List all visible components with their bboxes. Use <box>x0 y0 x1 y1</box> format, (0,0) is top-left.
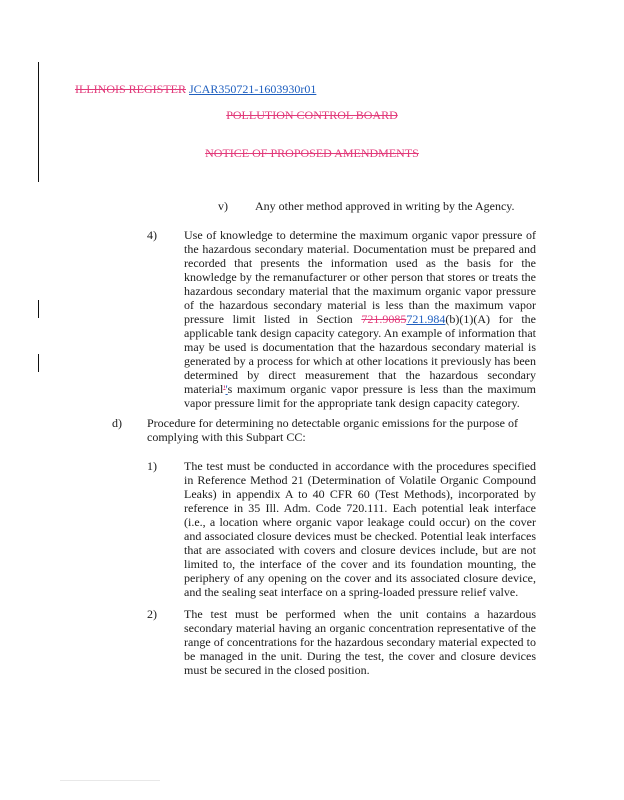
item-4-number: 4) <box>147 228 157 242</box>
change-bar-middle <box>38 300 39 318</box>
item-4-text-before: Use of knowledge to determine the maximum organic vapor pressure of the hazardous secondary material. Documentation must be prepared and recorded that presents the information used as the basis for the knowledge by the remanufacturer or other person that stores or treats the hazardous secondary material that the maximum organic vapor pressure of the hazardous secondary material is less than the maximum vapor pressure limit listed in Section <box>184 228 536 326</box>
footer-rule <box>60 780 160 781</box>
board-header <box>0 108 624 123</box>
item-1-number: 1) <box>147 459 157 473</box>
item-4-paragraph <box>184 228 536 410</box>
item-4-text-middle: (b)(1)(A) for the applicable tank design capacity category. An example of information that may be used is documentation that the hazardous secondary material is generated by a process for which at other locations it previously has been determined by direct measurement that the hazardous secondary material <box>184 312 537 396</box>
item-1-text: The test must be conducted in accordance with the procedures specified in Reference Method 21 (Determination of Volatile Organic Compound Leaks) in appendix A to 40 CFR 60 (Test Methods), incorporated by reference in 35 Ill. Adm. Code 720.111. Each potential leak interface (i.e., a location where organic vapor leakage could occur) on the cover and associated closure devices must be checked. Potential leak interfaces that are associated with covers and closure devices include, but are not limited to, the interface of the cover and its foundation mounting, the periphery of any opening on the cover and its associated closure device, and the sealing seat interface on a spring-loaded pressure relief valve. <box>184 459 536 599</box>
item-v-text: Any other method approved in writing by the Agency. <box>255 199 515 213</box>
section-deleted-number: 721.9085 <box>361 312 407 326</box>
item-2-text: The test must be performed when the unit contains a hazardous secondary material having an organic concentration representative of the range of concentrations for the hazardous secondary material expected to be managed in the unit. During the test, the cover and closure devices must be secured in the closed position. <box>184 607 536 677</box>
apostrophe-inserted: ' <box>225 382 228 396</box>
register-inserted-text: JCAR350721-1603930r01 <box>189 82 317 96</box>
item-4-text-after: s maximum organic vapor pressure is less than the maximum vapor pressure limit for the appropriate tank design capacity category. <box>184 382 536 410</box>
item-d-number: d) <box>112 416 122 430</box>
notice-deleted-text: NOTICE OF PROPOSED AMENDMENTS <box>205 146 419 160</box>
register-deleted-text: ILLINOIS REGISTER <box>75 82 186 96</box>
notice-header <box>0 146 624 161</box>
change-bar-lower <box>38 354 39 372</box>
item-d-text: Procedure for determining no detectable organic emissions for the purpose of complying with this Subpart CC: <box>147 416 518 444</box>
board-deleted-text: POLLUTION CONTROL BOARD <box>226 108 398 122</box>
section-inserted-number: 721.984 <box>406 312 446 326</box>
register-header <box>75 82 316 97</box>
item-v-number: v) <box>218 199 228 213</box>
apostrophe-deleted: ' <box>223 382 226 396</box>
item-2-number: 2) <box>147 607 157 621</box>
